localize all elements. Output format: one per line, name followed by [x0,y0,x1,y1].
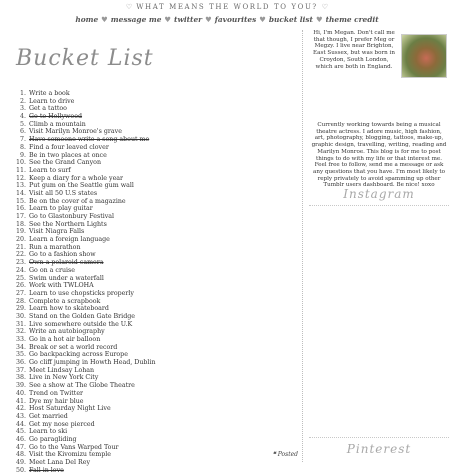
nav-separator-icon: ♥ [164,15,172,24]
list-item [12,198,156,206]
bio-description: Currently working towards being a musical theatre actress. I adore music, high fashion, art, photography, blogging, tattoos, make-up, graphic design, travelling, writing, reading and Marilyn Monroe. This blog is for me to post things to do with my life or that interest me. Feel free to follow, send me a message or ask any questions that you have. I'm most likely to reply privately to avoid spamming up other Tumblr users dashboard. Be nice! xoxo [311,122,447,189]
list-item-text: Climb a mountain [29,120,86,128]
list-item-text: Go backpacking across Europe [29,351,128,359]
list-item [12,282,156,290]
list-item-text: See a show at The Globe Theatre [29,382,135,390]
posted-link[interactable] [272,451,298,458]
list-item [12,175,156,183]
list-item-text: Write an autobiography [29,328,105,336]
avatar [401,34,447,78]
posted-label: Posted [277,451,298,458]
list-item-number: 35. [15,351,26,359]
list-item-number: 46. [15,435,26,443]
list-item [12,382,156,390]
list-item [12,182,156,190]
list-item [12,421,156,429]
list-item [12,259,156,267]
list-item-number: 34. [15,343,26,351]
list-item-text: Visit Marilyn Monroe's grave [29,128,122,136]
list-item [12,236,156,244]
post-title: Bucket List [16,46,154,71]
list-item [12,213,156,221]
list-item-number: 20. [15,236,26,244]
list-item-number: 27. [15,289,26,297]
list-item-text: Learn to surf [29,166,71,174]
list-item-number: 33. [15,336,26,343]
list-item-number: 28. [15,297,26,305]
list-item-text: Visit Niagra Falls [29,228,85,236]
list-item-text: Learn a foreign language [29,236,110,244]
bucket-list [12,90,156,474]
list-item-text: See the Grand Canyon [29,159,101,167]
list-item [12,144,156,152]
list-item [12,275,156,283]
list-item [12,413,156,421]
list-item-number: 36. [15,359,26,367]
list-item [12,251,156,259]
list-item-number: 45. [15,428,26,436]
list-item [12,374,156,382]
blog-header [0,0,454,28]
list-item [12,159,156,167]
list-item [12,290,156,298]
list-item-text: Own a polaroid camera [29,259,104,267]
list-item-text: Put gum on the Seattle gum wall [29,182,134,190]
list-item-number: 8. [19,143,26,151]
list-item-text: Go to Glastonbury Festival [29,213,115,220]
list-item-text: Learn to ski [29,428,68,436]
nav-bar [0,15,454,24]
list-item-text: See the Northern Lights [29,220,107,228]
list-item-number: 7. [19,136,26,144]
list-item [12,390,156,398]
list-item-number: 11. [15,166,26,174]
list-item-text: Run a marathon [29,243,81,251]
list-item-number: 44. [15,420,26,428]
list-item [12,451,156,459]
list-item-text: Get married [29,412,68,420]
divider [309,205,449,206]
list-item [12,121,156,129]
list-item-number: 41. [15,397,26,405]
list-item-number: 29. [15,305,26,313]
list-item [12,467,156,474]
list-item-number: 42. [15,405,26,413]
list-item [12,205,156,213]
nav-message-me[interactable]: message me [110,15,162,24]
list-item-number: 14. [15,189,26,197]
divider [309,437,449,438]
list-item [12,444,156,452]
list-item-number: 21. [15,243,26,251]
list-item-number: 37. [15,366,26,374]
list-item-text: Go in a hot air balloon [29,336,101,343]
list-item-number: 9. [19,151,26,159]
list-item [12,428,156,436]
list-item-number: 22. [15,251,26,259]
list-item-number: 13. [15,182,26,190]
instagram-heading: Instagram [343,187,415,201]
sidebar [309,30,449,462]
list-item-text: Fall in love [29,466,64,474]
tagline [0,3,454,11]
list-item-number: 24. [15,266,26,274]
list-item-number: 49. [15,459,26,466]
list-item-number: 18. [15,220,26,228]
list-item-number: 38. [15,374,26,382]
list-item-text: Learn to play guitar [29,205,93,213]
tagline-text: WHAT MEANS THE WORLD TO YOU? [136,3,318,11]
list-item-number: 30. [15,312,26,320]
list-item [12,152,156,160]
list-item-number: 26. [15,282,26,290]
list-item-text: Visit all 50 U.S states [29,189,98,197]
nav-separator-icon: ♥ [315,15,323,24]
list-item-number: 5. [19,120,26,128]
list-item [12,436,156,444]
list-item-number: 43. [15,412,26,420]
list-item-number: 48. [15,451,26,459]
list-item [12,405,156,413]
list-item-number: 50. [15,466,26,474]
list-item-number: 31. [15,320,26,328]
nav-twitter[interactable]: twitter [174,15,203,24]
list-item-number: 23. [15,259,26,267]
list-item [12,105,156,113]
list-item-number: 17. [15,213,26,220]
nav-home[interactable]: home [75,15,99,24]
list-item [12,190,156,198]
list-item [12,167,156,175]
list-item-number: 40. [15,389,26,397]
list-item-text: Get a tattoo [29,105,67,113]
list-item-number: 3. [19,105,26,113]
list-item-text: Be in two places at once [29,151,107,159]
list-item [12,367,156,375]
list-item-text: Meet Lana Del Rey [29,459,90,466]
list-item-text: Host Saturday Night Live [29,405,111,413]
list-item [12,351,156,359]
list-item [12,459,156,467]
list-item [12,359,156,367]
list-item-text: Swim under a waterfall [29,274,104,282]
list-item-number: 4. [19,113,26,121]
heart-icon: ♡ [321,3,329,11]
list-item [12,90,156,98]
list-item [12,321,156,329]
list-item [12,244,156,252]
list-item-text: Go to a fashion show [29,251,96,259]
list-item-text: Find a four leaved clover [29,143,109,151]
list-item-number: 39. [15,382,26,390]
heart-icon: ♡ [125,3,133,11]
list-item-number: 12. [15,174,26,182]
list-item-number: 32. [15,328,26,336]
list-item-text: Break or set a world record [29,343,118,351]
list-item-text: Complete a scrapbook [29,297,101,305]
quote-icon: ❝ [272,451,276,458]
list-item-text: Stand on the Golden Gate Bridge [29,312,135,320]
list-item [12,298,156,306]
list-item [12,228,156,236]
list-item-number: 1. [19,90,26,97]
list-item [12,305,156,313]
list-item-text: Be on the cover of a magazine [29,197,126,205]
list-item-number: 25. [15,274,26,282]
list-item [12,113,156,121]
list-item-text: Learn to use chopsticks properly [29,289,134,297]
list-item-text: Live in New York City [29,374,99,382]
post-panel [8,30,303,474]
list-item [12,136,156,144]
list-item [12,128,156,136]
list-item [12,328,156,336]
list-item-text: Dye my hair blue [29,397,84,405]
list-item [12,267,156,275]
list-item-text: Live somewhere outside the U.K [29,320,133,328]
list-item-text: Learn to drive [29,97,75,105]
bio-intro: Hi, I'm Megan. Don't call me that though, I prefer Meg or Megzy. I live near Brighton, East Sussex, but was born in Croydon, South London, which are both in England. [313,30,395,70]
nav-separator-icon: ♥ [205,15,212,24]
list-item-text: Keep a diary for a whole year [29,174,124,182]
list-item-text: Meet Lindsay Lohan [29,366,95,374]
nav-bucket-list[interactable]: bucket list [268,15,313,24]
list-item-number: 15. [15,197,26,205]
list-item-number: 2. [19,97,26,105]
list-item-text: Go cliff jumping in Howth Head, Dublin [29,359,156,367]
list-item [12,313,156,321]
nav-theme-credit[interactable]: theme credit [325,15,379,24]
list-item [12,221,156,229]
list-item-text: Go paragliding [29,435,77,443]
list-item-number: 6. [19,128,26,136]
pinterest-heading: Pinterest [346,442,412,456]
list-item-number: 10. [15,159,26,167]
nav-separator-icon: ♥ [259,15,266,24]
nav-separator-icon: ♥ [101,15,108,24]
list-item [12,398,156,406]
list-item-text: Go on a cruise [29,266,75,274]
list-item-number: 47. [15,443,26,451]
list-item-number: 16. [15,205,26,213]
list-item-text: Write a book [29,90,70,97]
list-item [12,344,156,352]
list-item [12,336,156,344]
list-item-text: Go to Hollywood [29,113,83,121]
list-item [12,98,156,106]
list-item-number: 19. [15,228,26,236]
nav-favourites[interactable]: favourites [214,15,257,24]
list-item-text: Visit the Kivomizu temple [29,451,111,459]
list-item-text: Work with TWLOHA [29,282,94,290]
list-item-text: Learn how to skateboard [29,305,109,313]
list-item-text: Trend on Twitter [29,389,84,397]
list-item-text: Get my nose pierced [29,420,95,428]
list-item-text: Have someone write a song about me [29,136,150,144]
list-item-text: Go to the Vans Warped Tour [29,443,119,451]
